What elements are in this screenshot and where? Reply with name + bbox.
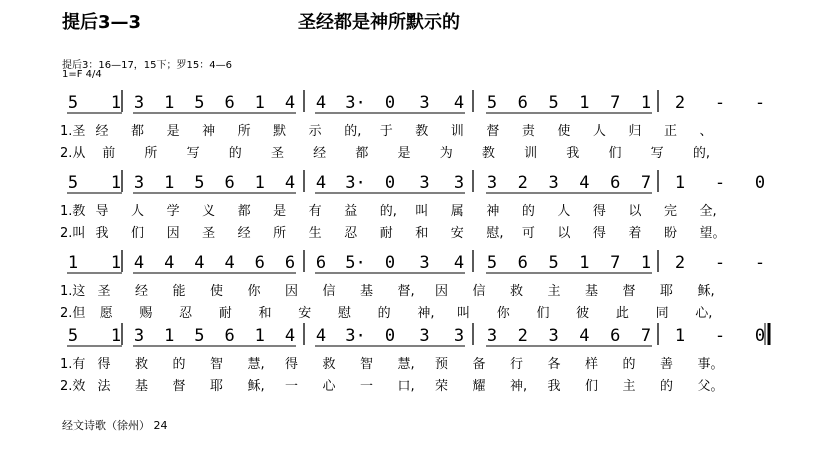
lyric-syllable: 写 bbox=[186, 146, 200, 161]
note-3-1-4: 1 bbox=[254, 326, 265, 346]
note-2-3-0: 5 bbox=[486, 253, 498, 273]
lyric-syllable: 事。 bbox=[697, 357, 724, 372]
lyric-syllable: 人 bbox=[557, 204, 571, 219]
lyric-syllable: 父。 bbox=[697, 379, 724, 394]
lyric-syllable: 圣 bbox=[97, 284, 111, 299]
lyric-syllable: 写 bbox=[650, 146, 664, 161]
note-0-2-0: 4 bbox=[315, 93, 327, 113]
lyric-syllable: 因 bbox=[285, 284, 299, 299]
lyric-syllable: 稣, bbox=[247, 379, 265, 394]
lyric-syllable: 督, bbox=[397, 284, 415, 299]
lyric-syllable: 盼 bbox=[663, 226, 677, 241]
lyric-syllable: 耐 bbox=[379, 226, 393, 241]
note-3-3-2: 3 bbox=[548, 326, 559, 346]
note-0-0-0: 5 bbox=[67, 93, 79, 113]
lyric-syllable: 望。 bbox=[699, 226, 726, 241]
lyric-syllable: 1.圣 bbox=[60, 124, 86, 139]
note-1-1-3: 6 bbox=[224, 173, 235, 193]
note-2-3-3: 1 bbox=[579, 253, 590, 273]
note-2-2-0: 6 bbox=[315, 253, 327, 273]
lyric-syllable: 主 bbox=[547, 284, 561, 299]
note-0-3-5: 1 bbox=[640, 93, 652, 113]
note-0-1-2: 5 bbox=[194, 93, 205, 113]
note-1-1-5: 4 bbox=[284, 173, 296, 193]
lyric-syllable: 属 bbox=[450, 204, 464, 219]
lyric-syllable: 都 bbox=[355, 146, 369, 161]
note-0-3-0: 5 bbox=[486, 93, 498, 113]
lyric-syllable: 耶 bbox=[660, 284, 674, 299]
note-2-3-1: 6 bbox=[517, 253, 528, 273]
lyric-syllable: 神, bbox=[510, 379, 528, 394]
lyric-syllable: 的, bbox=[344, 124, 362, 139]
note-3-1-2: 5 bbox=[194, 326, 205, 346]
note-2-2-4: 4 bbox=[453, 253, 465, 273]
lyric-syllable: 2.从 bbox=[60, 146, 86, 161]
lyric-syllable: 着 bbox=[628, 226, 642, 241]
lyric-syllable: 益 bbox=[344, 204, 358, 219]
note-2-1-2: 4 bbox=[194, 253, 205, 273]
lyric-syllable: 行 bbox=[510, 357, 524, 372]
lyric-syllable: 得 bbox=[592, 226, 606, 241]
note-0-3-1: 6 bbox=[517, 93, 528, 113]
hymn-code: 提后3—3 bbox=[62, 12, 142, 33]
lyric-syllable: 使 bbox=[210, 284, 224, 299]
lyric-syllable: 慰 bbox=[337, 306, 351, 321]
lyric-syllable: 基 bbox=[585, 284, 599, 299]
lyric-syllable: 稣, bbox=[697, 284, 715, 299]
lyric-syllable: 智 bbox=[360, 357, 374, 372]
note-1-3-4: 6 bbox=[610, 173, 621, 193]
note-2-3-2: 5 bbox=[548, 253, 559, 273]
lyric-syllable: 训 bbox=[524, 146, 538, 161]
lyric-syllable: 所 bbox=[144, 146, 158, 161]
note-1-4-0: 1 bbox=[674, 173, 686, 193]
lyric-syllable: 我 bbox=[566, 146, 580, 161]
lyric-syllable: 救 bbox=[322, 357, 336, 372]
lyric-syllable: 样 bbox=[585, 357, 599, 372]
lyric-syllable: 经 bbox=[313, 146, 327, 161]
note-3-4-2: 0 bbox=[754, 326, 766, 346]
lyric-syllable: 耐 bbox=[218, 306, 232, 321]
note-2-0-0: 1 bbox=[67, 253, 79, 273]
lyric-syllable: 经 bbox=[95, 124, 109, 139]
lyric-syllable: 预 bbox=[435, 357, 449, 372]
lyric-syllable: 督 bbox=[486, 124, 500, 139]
lyric-syllable: 得 bbox=[285, 357, 299, 372]
note-2-1-1: 4 bbox=[164, 253, 175, 273]
lyric-syllable: 1.教 bbox=[60, 204, 86, 219]
lyric-syllable: 口, bbox=[397, 379, 415, 394]
note-2-1-5: 6 bbox=[284, 253, 296, 273]
note-1-1-2: 5 bbox=[194, 173, 205, 193]
note-3-0-1: 1 bbox=[110, 326, 122, 346]
lyric-syllable: 教 bbox=[415, 124, 429, 139]
lyric-syllable: 得 bbox=[592, 204, 606, 219]
note-3-2-1: 3· bbox=[345, 326, 366, 346]
note-1-3-3: 4 bbox=[579, 173, 590, 193]
hymn-title: 圣经都是神所默示的 bbox=[298, 12, 460, 33]
lyric-syllable: 你 bbox=[247, 284, 261, 299]
lyric-syllable: 此 bbox=[615, 306, 629, 321]
lyric-syllable: 安 bbox=[298, 306, 312, 321]
note-0-1-1: 1 bbox=[164, 93, 175, 113]
lyric-syllable: 责 bbox=[521, 124, 535, 139]
lyric-syllable: 心, bbox=[695, 306, 713, 321]
note-1-3-2: 3 bbox=[548, 173, 559, 193]
note-3-3-1: 2 bbox=[517, 326, 528, 346]
lyric-syllable: 慰, bbox=[486, 226, 504, 241]
note-0-1-3: 6 bbox=[224, 93, 235, 113]
lyric-syllable: 为 bbox=[439, 146, 453, 161]
lyric-syllable: 归 bbox=[628, 124, 642, 139]
note-3-4-0: 1 bbox=[674, 326, 686, 346]
lyric-syllable: 一 bbox=[285, 379, 299, 394]
lyric-syllable: 1.有 bbox=[60, 357, 86, 372]
lyric-syllable: 以 bbox=[628, 204, 642, 219]
lyric-syllable: 基 bbox=[135, 379, 149, 394]
note-2-2-2: 0 bbox=[384, 253, 396, 273]
note-3-2-2: 0 bbox=[384, 326, 396, 346]
lyric-syllable: 主 bbox=[622, 379, 636, 394]
lyric-syllable: 的 bbox=[377, 306, 391, 321]
lyric-syllable: 的 bbox=[228, 146, 242, 161]
note-2-2-1: 5· bbox=[345, 253, 366, 273]
lyric-syllable: 备 bbox=[472, 357, 486, 372]
lyric-syllable: 是 bbox=[166, 124, 180, 139]
lyric-syllable: 正 bbox=[663, 124, 677, 139]
lyric-syllable: 法 bbox=[97, 379, 111, 394]
lyric-syllable: 彼 bbox=[576, 306, 590, 321]
lyric-syllable: 2.叫 bbox=[60, 226, 86, 241]
lyric-syllable: 所 bbox=[237, 124, 251, 139]
lyric-syllable: 1.这 bbox=[60, 284, 86, 299]
lyric-syllable: 经 bbox=[237, 226, 251, 241]
lyric-syllable: 因 bbox=[166, 226, 180, 241]
lyric-syllable: 前 bbox=[102, 146, 116, 161]
note-0-1-4: 1 bbox=[254, 93, 265, 113]
note-2-1-3: 4 bbox=[224, 253, 235, 273]
note-1-2-2: 0 bbox=[384, 173, 396, 193]
note-1-2-4: 3 bbox=[453, 173, 465, 193]
lyric-syllable: 导 bbox=[95, 204, 109, 219]
note-2-4-0: 2 bbox=[674, 253, 686, 273]
lyric-syllable: 们 bbox=[131, 226, 145, 241]
lyric-syllable: 智 bbox=[210, 357, 224, 372]
note-0-3-2: 5 bbox=[548, 93, 559, 113]
note-2-4-1: - bbox=[714, 253, 726, 273]
note-3-4-1: - bbox=[714, 326, 726, 346]
lyric-syllable: 示 bbox=[308, 124, 322, 139]
note-1-3-1: 2 bbox=[517, 173, 528, 193]
lyric-syllable: 你 bbox=[496, 306, 510, 321]
lyric-syllable: 和 bbox=[258, 306, 272, 321]
lyric-syllable: 于 bbox=[379, 124, 393, 139]
lyric-syllable: 学 bbox=[166, 204, 180, 219]
note-3-2-0: 4 bbox=[315, 326, 327, 346]
note-2-2-3: 3 bbox=[419, 253, 430, 273]
note-1-2-0: 4 bbox=[315, 173, 327, 193]
lyric-syllable: 救 bbox=[135, 357, 149, 372]
lyric-syllable: 以 bbox=[557, 226, 571, 241]
lyric-syllable: 和 bbox=[415, 226, 429, 241]
lyric-syllable: 一 bbox=[360, 379, 374, 394]
note-2-3-5: 1 bbox=[640, 253, 652, 273]
lyric-syllable: 叫 bbox=[457, 306, 471, 321]
note-1-0-0: 5 bbox=[67, 173, 79, 193]
note-0-4-2: - bbox=[754, 93, 766, 113]
note-0-1-0: 3 bbox=[133, 93, 145, 113]
lyric-syllable: 全, bbox=[699, 204, 717, 219]
note-0-4-1: - bbox=[714, 93, 726, 113]
note-3-3-5: 7 bbox=[640, 326, 652, 346]
lyric-syllable: 的 bbox=[172, 357, 186, 372]
note-3-1-0: 3 bbox=[133, 326, 145, 346]
lyric-syllable: 心 bbox=[322, 379, 336, 394]
lyric-syllable: 的 bbox=[660, 379, 674, 394]
lyric-syllable: 因 bbox=[435, 284, 449, 299]
lyric-syllable: 使 bbox=[557, 124, 571, 139]
lyric-syllable: 教 bbox=[481, 146, 495, 161]
note-3-1-1: 1 bbox=[164, 326, 175, 346]
note-1-1-1: 1 bbox=[164, 173, 175, 193]
note-3-2-4: 3 bbox=[453, 326, 465, 346]
note-1-4-2: 0 bbox=[754, 173, 766, 193]
note-1-2-3: 3 bbox=[419, 173, 430, 193]
lyric-syllable: 得 bbox=[97, 357, 111, 372]
note-1-1-0: 3 bbox=[133, 173, 145, 193]
lyric-syllable: 的, bbox=[379, 204, 397, 219]
lyric-syllable: 是 bbox=[273, 204, 287, 219]
note-2-3-4: 7 bbox=[610, 253, 621, 273]
lyric-syllable: 是 bbox=[397, 146, 411, 161]
lyric-syllable: 忍 bbox=[344, 226, 358, 241]
lyric-syllable: 经 bbox=[135, 284, 149, 299]
lyric-syllable: 慧, bbox=[247, 357, 265, 372]
lyric-syllable: 忍 bbox=[179, 306, 193, 321]
lyric-syllable: 训 bbox=[450, 124, 464, 139]
lyric-syllable: 督 bbox=[172, 379, 186, 394]
lyric-syllable: 所 bbox=[273, 226, 287, 241]
lyric-syllable: 的 bbox=[521, 204, 535, 219]
note-2-0-1: 1 bbox=[110, 253, 122, 273]
lyric-syllable: 2.但 bbox=[60, 306, 86, 321]
lyric-syllable: 赐 bbox=[139, 306, 153, 321]
lyric-syllable: 神 bbox=[202, 124, 216, 139]
lyric-syllable: 同 bbox=[655, 306, 669, 321]
lyric-syllable: 人 bbox=[592, 124, 606, 139]
note-0-2-4: 4 bbox=[453, 93, 465, 113]
note-0-0-1: 1 bbox=[110, 93, 122, 113]
lyric-syllable: 生 bbox=[308, 226, 322, 241]
lyric-syllable: 神 bbox=[486, 204, 500, 219]
lyric-syllable: 信 bbox=[472, 284, 486, 299]
lyric-syllable: 的, bbox=[692, 146, 710, 161]
note-0-2-1: 3· bbox=[345, 93, 366, 113]
lyric-syllable: 可 bbox=[521, 226, 535, 241]
note-2-1-4: 6 bbox=[254, 253, 265, 273]
note-0-3-3: 1 bbox=[579, 93, 590, 113]
lyric-syllable: 信 bbox=[322, 284, 336, 299]
lyric-syllable: 叫 bbox=[415, 204, 429, 219]
note-1-1-4: 1 bbox=[254, 173, 265, 193]
note-0-4-0: 2 bbox=[674, 93, 686, 113]
note-1-0-1: 1 bbox=[110, 173, 122, 193]
note-1-2-1: 3· bbox=[345, 173, 366, 193]
lyric-syllable: 默 bbox=[273, 124, 287, 139]
note-0-3-4: 7 bbox=[610, 93, 621, 113]
lyric-syllable: 2.效 bbox=[60, 379, 86, 394]
lyric-syllable: 我 bbox=[547, 379, 561, 394]
lyric-syllable: 各 bbox=[547, 357, 561, 372]
note-3-3-0: 3 bbox=[486, 326, 498, 346]
note-2-4-2: - bbox=[754, 253, 766, 273]
lyric-syllable: 们 bbox=[585, 379, 599, 394]
note-2-1-0: 4 bbox=[133, 253, 145, 273]
lyric-syllable: 们 bbox=[608, 146, 622, 161]
note-3-1-3: 6 bbox=[224, 326, 235, 346]
lyric-syllable: 愿 bbox=[99, 306, 113, 321]
note-3-1-5: 4 bbox=[284, 326, 296, 346]
note-3-3-4: 6 bbox=[610, 326, 621, 346]
lyric-syllable: 的 bbox=[622, 357, 636, 372]
lyric-syllable: 耶 bbox=[210, 379, 224, 394]
lyric-syllable: 荣 bbox=[435, 379, 449, 394]
lyric-syllable: 圣 bbox=[270, 146, 284, 161]
lyric-syllable: 、 bbox=[699, 124, 713, 139]
note-1-4-1: - bbox=[714, 173, 726, 193]
note-1-3-0: 3 bbox=[486, 173, 498, 193]
lyric-syllable: 人 bbox=[131, 204, 145, 219]
key-signature: 1=F 4/4 bbox=[62, 69, 102, 80]
lyric-syllable: 有 bbox=[308, 204, 322, 219]
lyric-syllable: 义 bbox=[202, 204, 216, 219]
source-footer: 经文诗歌（徐州） 24 bbox=[62, 419, 168, 432]
scripture-references: 提后3：16—17，15下；罗15：4—6 bbox=[62, 60, 232, 71]
lyric-syllable: 基 bbox=[360, 284, 374, 299]
note-0-1-5: 4 bbox=[284, 93, 296, 113]
lyric-syllable: 都 bbox=[237, 204, 251, 219]
lyric-syllable: 神, bbox=[417, 306, 435, 321]
note-0-2-3: 3 bbox=[419, 93, 430, 113]
note-3-0-0: 5 bbox=[67, 326, 79, 346]
lyric-syllable: 督 bbox=[622, 284, 636, 299]
lyric-syllable: 慧, bbox=[397, 357, 415, 372]
note-1-3-5: 7 bbox=[640, 173, 652, 193]
lyric-syllable: 们 bbox=[536, 306, 550, 321]
lyric-syllable: 善 bbox=[660, 357, 674, 372]
note-3-2-3: 3 bbox=[419, 326, 430, 346]
note-3-3-3: 4 bbox=[579, 326, 590, 346]
lyric-syllable: 耀 bbox=[472, 379, 486, 394]
lyric-syllable: 我 bbox=[95, 226, 109, 241]
lyric-syllable: 都 bbox=[131, 124, 145, 139]
lyric-syllable: 能 bbox=[172, 284, 186, 299]
lyric-syllable: 圣 bbox=[202, 226, 216, 241]
lyric-syllable: 完 bbox=[663, 204, 677, 219]
note-0-2-2: 0 bbox=[384, 93, 396, 113]
lyric-syllable: 救 bbox=[510, 284, 524, 299]
lyric-syllable: 安 bbox=[450, 226, 464, 241]
